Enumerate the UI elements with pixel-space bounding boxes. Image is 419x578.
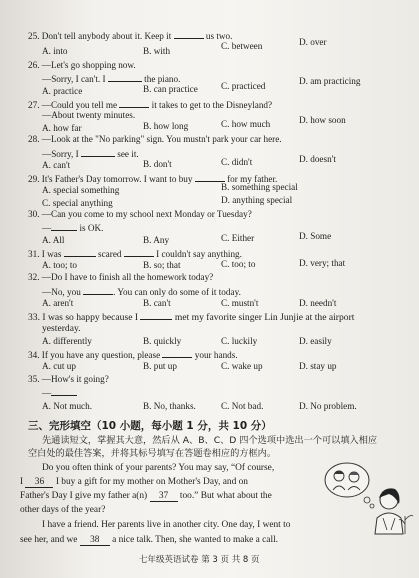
option-b: B. can't bbox=[143, 298, 171, 308]
option-b: B. something special bbox=[221, 182, 298, 192]
option-d: D. over bbox=[299, 37, 327, 47]
option-d: D. anything special bbox=[221, 195, 293, 205]
question-29: 29. It's Father's Day tomorrow. I want to buy for my father. bbox=[28, 174, 278, 184]
option-d: D. No problem. bbox=[299, 401, 357, 411]
option-c: C. too; to bbox=[221, 259, 256, 269]
option-c: C. practiced bbox=[221, 81, 266, 91]
question-30: 30. —Can you come to my school next Monday or Tuesday? bbox=[28, 209, 252, 219]
answer-blank bbox=[81, 148, 115, 157]
option-c: C. special anything bbox=[42, 198, 113, 208]
option-a: A. practice bbox=[42, 86, 83, 96]
question-26: 26. —Let's go shopping now. bbox=[28, 60, 136, 70]
option-d: D. stay up bbox=[299, 361, 337, 371]
answer-blank bbox=[174, 30, 204, 39]
blank-36: 36 bbox=[25, 478, 53, 488]
option-d: D. easily bbox=[299, 336, 332, 346]
option-a: A. how far bbox=[42, 123, 82, 133]
section-instructions-line2: 空白处的最佳答案，并将其标号填写在答题卷相应的方框内。 bbox=[28, 448, 277, 459]
option-d: D. doesn't bbox=[299, 154, 336, 164]
blank-38: 38 bbox=[80, 536, 110, 546]
page-footer: 七年级英语试卷 第 3 页 共 8 页 bbox=[139, 555, 260, 565]
option-a: A. into bbox=[42, 46, 68, 56]
question-25: 25. Don't tell anybody about it. Keep it us two. bbox=[28, 31, 233, 41]
question-35-line2: — bbox=[42, 387, 77, 398]
question-33: 33. I was so happy because I met my favorite singer Lin Junjie at the airport bbox=[28, 312, 355, 323]
question-32: 32. —Do I have to finish all the homework today? bbox=[28, 272, 214, 282]
option-a: A. Not much. bbox=[42, 401, 93, 411]
illustration-family bbox=[317, 458, 415, 536]
option-d: D. Some bbox=[299, 231, 332, 241]
option-a: A. special something bbox=[42, 185, 120, 195]
answer-blank bbox=[64, 248, 96, 257]
question-28: 28. —Look at the "No parking" sign. You mustn't park your car here. bbox=[28, 134, 282, 144]
answer-blank bbox=[51, 222, 77, 231]
option-b: B. Any bbox=[143, 235, 170, 245]
answer-blank bbox=[83, 286, 113, 295]
answer-blank bbox=[108, 73, 142, 82]
answer-blank bbox=[119, 99, 149, 108]
option-b: B. No, thanks. bbox=[143, 401, 196, 411]
option-b: B. with bbox=[143, 46, 171, 56]
option-c: C. mustn't bbox=[221, 298, 259, 308]
option-c: C. Not bad. bbox=[221, 401, 264, 411]
question-26-line2: —Sorry, I can't. I the piano. bbox=[42, 74, 181, 84]
answer-blank bbox=[195, 173, 225, 182]
option-b: B. how long bbox=[143, 121, 189, 131]
answer-blank bbox=[162, 349, 192, 358]
option-a: A. can't bbox=[42, 160, 71, 170]
option-c: C. didn't bbox=[221, 157, 253, 167]
question-32-line2: —No, you . You can only do some of it today. bbox=[42, 287, 241, 297]
question-27-line2: —About twenty minutes. bbox=[42, 110, 136, 120]
passage-line: see her, and we 38 a nice talk. Then, she wanted to make a call. bbox=[20, 535, 279, 545]
option-a: A. too; to bbox=[42, 260, 77, 270]
question-27: 27. —Could you tell me it takes to get to the Disneyland? bbox=[28, 100, 273, 110]
answer-blank bbox=[51, 387, 77, 396]
option-b: B. put up bbox=[143, 361, 177, 371]
option-d: D. how soon bbox=[299, 115, 346, 125]
question-28-line2: —Sorry, I see it. bbox=[42, 149, 139, 159]
option-c: C. between bbox=[221, 41, 263, 51]
option-c: C. Either bbox=[221, 233, 255, 243]
option-d: D. needn't bbox=[299, 298, 337, 308]
option-b: B. so; that bbox=[143, 260, 181, 270]
section-title: 三、完形填空（10 小题，每小题 1 分，共 10 分） bbox=[28, 420, 272, 432]
passage-line: other days of the year? bbox=[20, 505, 106, 515]
answer-blank bbox=[140, 311, 172, 320]
question-35: 35. —How's it going? bbox=[28, 374, 109, 384]
option-a: A. All bbox=[42, 235, 65, 245]
option-a: A. cut up bbox=[42, 361, 76, 371]
option-d: D. very; that bbox=[299, 258, 346, 268]
passage-line: Father's Day I give my father a(n) 37 too.” But what about the bbox=[20, 491, 272, 501]
question-33-line2: yesterday. bbox=[42, 323, 81, 334]
option-c: C. luckily bbox=[221, 336, 258, 346]
answer-blank bbox=[124, 248, 154, 257]
option-d: D. am practicing bbox=[299, 76, 361, 86]
blank-37: 37 bbox=[150, 492, 178, 502]
question-31: 31. I was scared I couldn't say anything. bbox=[28, 249, 242, 259]
option-b: B. don't bbox=[143, 159, 172, 169]
option-b: B. can practice bbox=[143, 84, 198, 94]
question-34: 34. If you have any question, please your hands. bbox=[28, 350, 238, 360]
passage-line: I 36 I buy a gift for my mother on Mother's Day, and on bbox=[20, 477, 248, 487]
option-b: B. quickly bbox=[143, 336, 182, 346]
option-c: C. how much bbox=[221, 119, 271, 129]
question-30-line2: — is OK. bbox=[42, 223, 104, 233]
option-a: A. differently bbox=[42, 336, 92, 346]
passage-line: Do you often think of your parents? You may say, “Of course, bbox=[42, 463, 275, 473]
passage-line: I have a friend. Her parents live in another city. One day, I went to bbox=[42, 520, 291, 530]
option-a: A. aren't bbox=[42, 298, 74, 308]
option-c: C. wake up bbox=[221, 361, 263, 371]
section-instructions: 先通读短文，掌握其大意，然后从 A、B、C、D 四个选项中选出一个可以填入相应 bbox=[42, 435, 378, 446]
